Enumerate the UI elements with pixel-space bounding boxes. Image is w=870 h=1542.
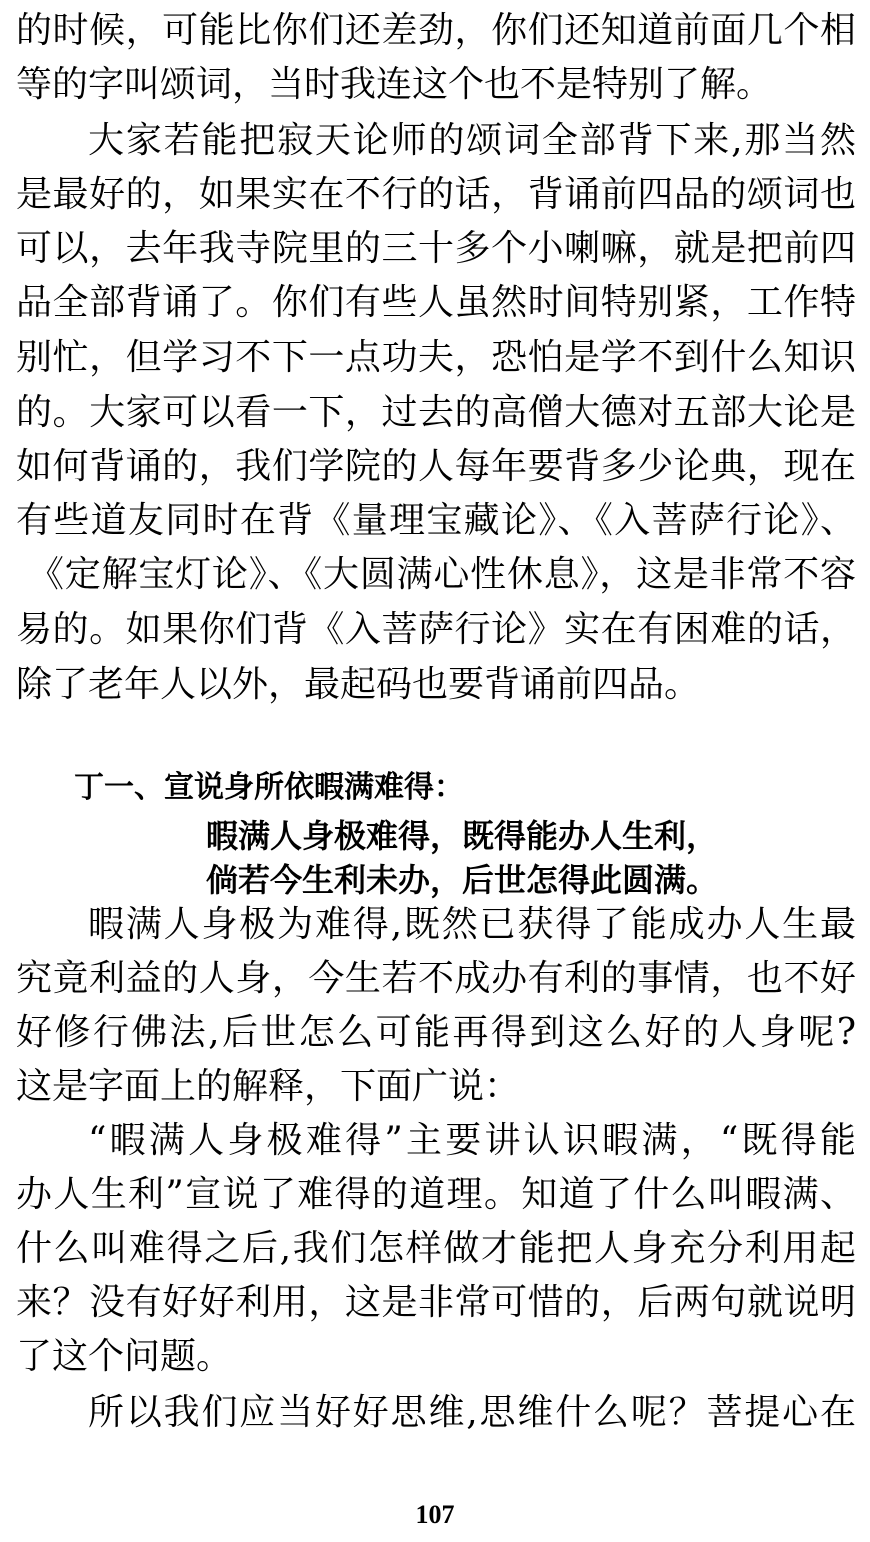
body-text-line: 这是字面上的解释，下面广说： — [16, 1066, 521, 1107]
verse-line: 倘若今生利未办，后世怎得此圆满。 — [206, 861, 719, 899]
body-text-line: 究竟利益的人身，今生若不成办有利的事情，也不好 — [16, 958, 856, 999]
page-number: 107 — [415, 1500, 455, 1529]
body-text-line: 所以我们应当好好思维,思维什么呢？菩提心在 — [88, 1392, 856, 1433]
body-text-line: 来？没有好好利用，这是非常可惜的，后两句就说明 — [16, 1282, 856, 1323]
body-text-line: 是最好的，如果实在不行的话，背诵前四品的颂词也 — [16, 174, 856, 215]
body-text-line: 好修行佛法,后世怎么可能再得到这么好的人身呢? — [16, 1012, 856, 1053]
body-text-line: 可以，去年我寺院里的三十多个小喇嘛，就是把前四 — [16, 228, 856, 269]
body-text-line: 的时候，可能比你们还差劲，你们还知道前面几个相 — [16, 10, 856, 51]
body-text-line: 有些道友同时在背《量理宝藏论》、《入菩萨行论》、 — [16, 500, 856, 541]
body-text-line: 什么叫难得之后,我们怎样做才能把人身充分利用起 — [16, 1228, 856, 1269]
body-text-line: 了这个问题。 — [16, 1336, 233, 1377]
body-text-line: 除了老年人以外，最起码也要背诵前四品。 — [16, 664, 701, 705]
body-text-line: 品全部背诵了。你们有些人虽然时间特别紧，工作特 — [16, 282, 856, 323]
body-text-line: 暇满人身极为难得,既然已获得了能成办人生最 — [88, 904, 856, 945]
body-text-line: 大家若能把寂天论师的颂词全部背下来,那当然 — [88, 120, 856, 161]
body-text-line: “暇满人身极难得”主要讲认识暇满，“既得能 — [88, 1120, 856, 1161]
body-text-line: 的。大家可以看一下，过去的高僧大德对五部大论是 — [16, 392, 856, 433]
body-text-line: 办人生利”宣说了难得的道理。知道了什么叫暇满、 — [16, 1174, 856, 1215]
body-text-line: 等的字叫颂词，当时我连这个也不是特别了解。 — [16, 64, 773, 105]
verse-line: 暇满人身极难得，既得能办人生利， — [206, 817, 719, 855]
body-text-line: 别忙，但学习不下一点功夫，恐怕是学不到什么知识 — [16, 337, 856, 378]
body-text-line: 《定解宝灯论》、《大圆满心性休息》，这是非常不容 — [28, 554, 856, 595]
body-text-line: 易的。如果你们背《入菩萨行论》实在有困难的话， — [16, 609, 856, 650]
section-heading: 丁一、宣说身所依暇满难得： — [74, 770, 464, 805]
body-text-line: 如何背诵的，我们学院的人每年要背多少论典，现在 — [16, 446, 856, 487]
